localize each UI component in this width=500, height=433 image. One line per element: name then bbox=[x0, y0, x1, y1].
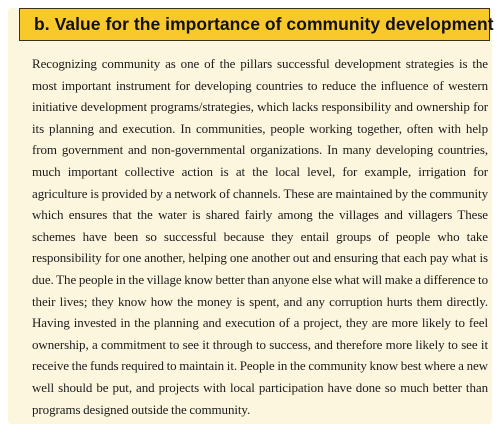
section-heading-box bbox=[19, 8, 494, 41]
content-panel bbox=[8, 8, 492, 424]
section-heading: b. Value for the importance of community development bbox=[34, 14, 494, 34]
section-paragraph: Recognizing community as one of the pillars successful development strategies is the most important instrument for developing countries to reduce the influence of western initiative development programs/strategies, which lacks responsibility and ownership for its planning and execution. In communities, people working together, often with help from government and non-governmental organizations. In many developing countries, much important collective action is at the local level, for example, irrigation for agriculture is provided by a network of channels. These are maintained by the community which ensures that the water is shared fairly among the villages and villagers These schemes have been so successful because they entail groups of people who take responsibility for one another, helping one another out and ensuring that each pay what is due. The people in the village know better than anyone else what will make a difference to their lives; they know how the money is spent, and any corruption hurts them directly. Having invested in the planning and execution of a project, they are more likely to feel ownership, a commitment to see it through to success, and therefore more likely to see it receive the funds required to maintain it. People in the community know best where a new well should be put, and projects with local participation have done so much better than programs designed outside the community. bbox=[32, 56, 488, 417]
